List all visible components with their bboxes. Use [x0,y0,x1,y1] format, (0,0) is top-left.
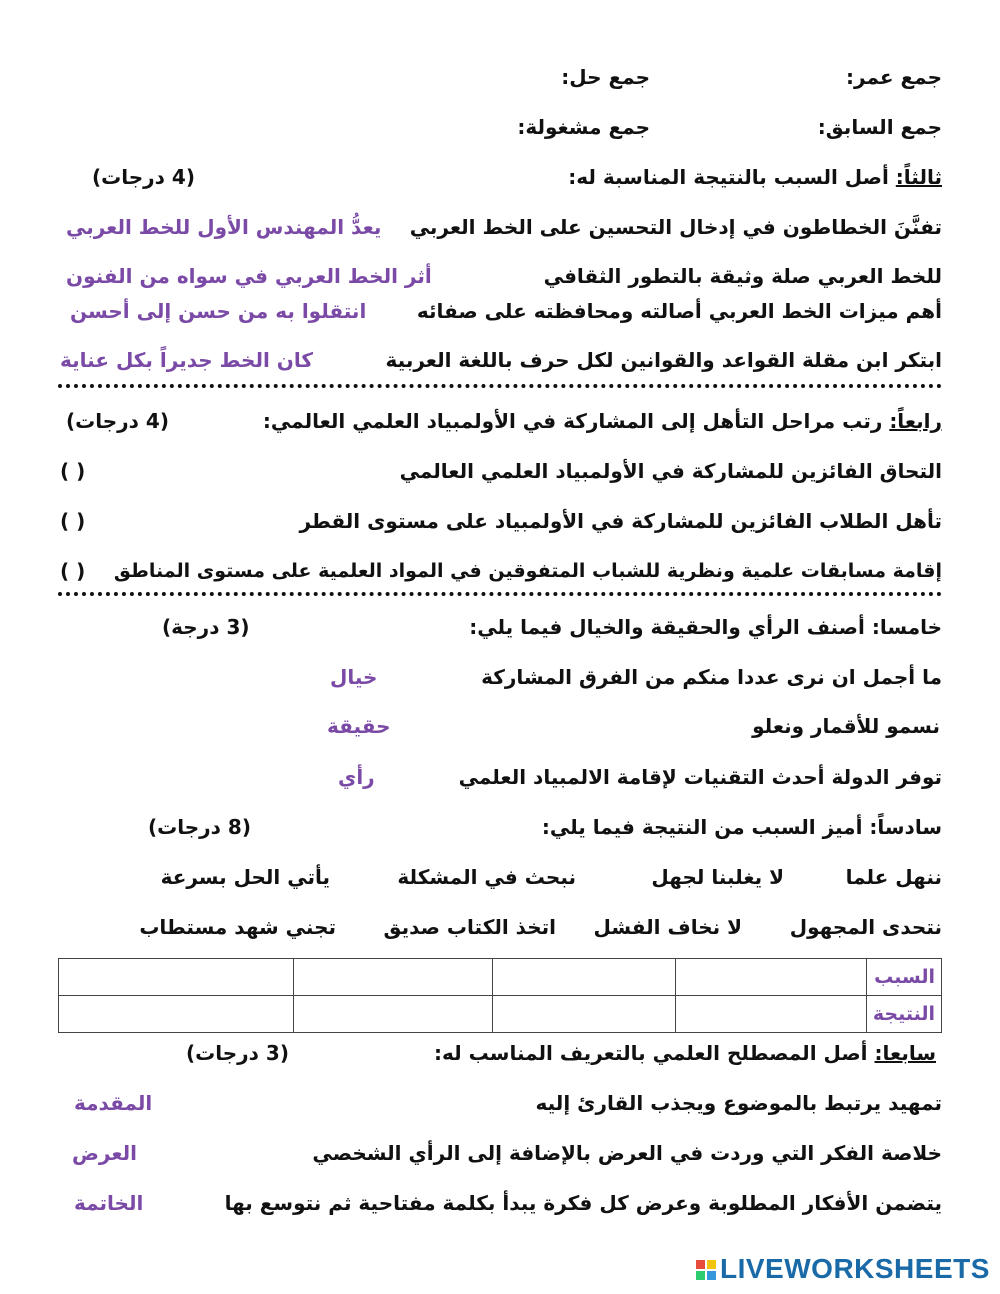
section4-heading [263,408,942,434]
section6-phrase-6: لا نخاف الفشل [593,915,742,939]
section7-definition-2: خلاصة الفكر التي وردت في العرض بالإضافة إلى الرأي الشخصي [312,1141,942,1165]
section4-order-box-2[interactable]: ( ) [60,509,86,533]
section7-definition-1: تمهيد يرتبط بالموضوع ويجذب القارئ إليه [535,1091,942,1115]
section7-label: سابعا: [874,1041,936,1065]
table-cell[interactable] [492,996,675,1033]
section4-label: رابعاً: [889,409,942,433]
section7-heading [434,1040,936,1066]
section3-result-2[interactable]: أثر الخط العربي في سواه من الفنون [66,264,432,288]
section5-marks: (3 درجة) [162,615,250,639]
section3-cause-1: تفنَّنَ الخطاطون في إدخال التحسين على الخط العربي [409,215,942,239]
section4-marks: (4 درجات) [66,409,169,433]
table-cell[interactable] [293,996,492,1033]
table-cell[interactable] [59,996,294,1033]
section3-label: ثالثاً: [895,165,942,189]
table-label-cause: السبب [866,959,941,996]
section3-heading [568,164,942,190]
section3-cause-4: ابتكر ابن مقلة القواعد والقوانين لكل حرف باللغة العربية [385,348,942,372]
section5-answer-1[interactable]: خيال [330,665,378,689]
section5-statement-3: توفر الدولة أحدث التقنيات لإقامة الالمبياد العلمي [458,765,942,789]
section4-title: رتب مراحل التأهل إلى المشاركة في الأولمبياد العلمي العالمي: [262,409,890,433]
section6-marks: (8 درجات) [148,815,251,839]
plural-hal: جمع حل: [561,65,650,89]
section5-statement-1: ما أجمل ان نرى عددا منكم من الفرق المشاركة [481,665,942,689]
plural-sabiq: جمع السابق: [817,115,942,139]
section3-result-1[interactable]: يعدُّ المهندس الأول للخط العربي [66,215,382,239]
section6-title: سادساً: أميز السبب من النتيجة فيما يلي: [541,815,942,839]
section6-phrase-2: لا يغلبنا لجهل [651,865,784,889]
section5-answer-3[interactable]: رأي [338,765,375,789]
section3-result-4[interactable]: كان الخط جديراً بكل عناية [60,348,313,372]
section3-title: أصل السبب بالنتيجة المناسبة له: [568,165,896,189]
table-cell[interactable] [59,959,294,996]
liveworksheets-logo [692,1254,992,1284]
section6-phrase-4: يأتي الحل بسرعة [160,865,330,889]
cause-effect-table [58,958,942,1033]
dotted-divider [58,592,942,596]
section4-order-box-3[interactable]: ( ) [60,559,86,583]
section6-phrase-5: نتحدى المجهول [789,915,942,939]
section7-term-1[interactable]: المقدمة [74,1091,153,1115]
section4-step-1: التحاق الفائزين للمشاركة في الأولمبياد العلمي العالمي [399,459,942,483]
section7-term-2[interactable]: العرض [72,1141,137,1165]
table-row [59,959,942,996]
plural-mashghoula: جمع مشغولة: [517,115,650,139]
section4-step-2: تأهل الطلاب الفائزين للمشاركة في الأولمبياد على مستوى القطر [299,509,942,533]
section4-step-3: إقامة مسابقات علمية ونظرية للشباب المتفوقين في المواد العلمية على مستوى المناطق [113,560,942,582]
dotted-divider [58,384,942,388]
section7-marks: (3 درجات) [186,1041,289,1065]
section3-cause-2: للخط العربي صلة وثيقة بالتطور الثقافي [543,264,942,288]
section4-order-box-1[interactable]: ( ) [60,459,86,483]
section7-definition-3: يتضمن الأفكار المطلوبة وعرض كل فكرة يبدأ بكلمة مفتاحية ثم نتوسع بها [224,1191,942,1215]
table-label-result: النتيجة [866,996,941,1033]
section6-phrase-8: تجني شهد مستطاب [139,915,336,939]
liveworksheets-brand: LIVEWORKSHEETS [720,1253,990,1284]
plural-omar: جمع عمر: [846,65,942,89]
section5-answer-2[interactable]: حقيقة [327,714,391,738]
table-cell[interactable] [675,959,866,996]
section3-result-3[interactable]: انتقلوا به من حسن إلى أحسن [70,299,367,323]
section5-title: خامسا: أصنف الرأي والحقيقة والخيال فيما يلي: [469,615,942,639]
section6-phrase-1: ننهل علما [845,865,942,889]
section6-phrase-3: نبحث في المشكلة [397,865,576,889]
section5-statement-2: نسمو للأقمار ونعلو [752,714,940,738]
section7-title: أصل المصطلح العلمي بالتعريف المناسب له: [434,1041,875,1065]
section6-phrase-7: اتخذ الكتاب صديق [383,915,556,939]
table-cell[interactable] [492,959,675,996]
table-cell[interactable] [675,996,866,1033]
section7-term-3[interactable]: الخاتمة [74,1191,144,1215]
section3-cause-3: أهم ميزات الخط العربي أصالته ومحافظته على صفائه [416,299,942,323]
section3-marks: (4 درجات) [92,165,195,189]
table-cell[interactable] [293,959,492,996]
table-row [59,996,942,1033]
